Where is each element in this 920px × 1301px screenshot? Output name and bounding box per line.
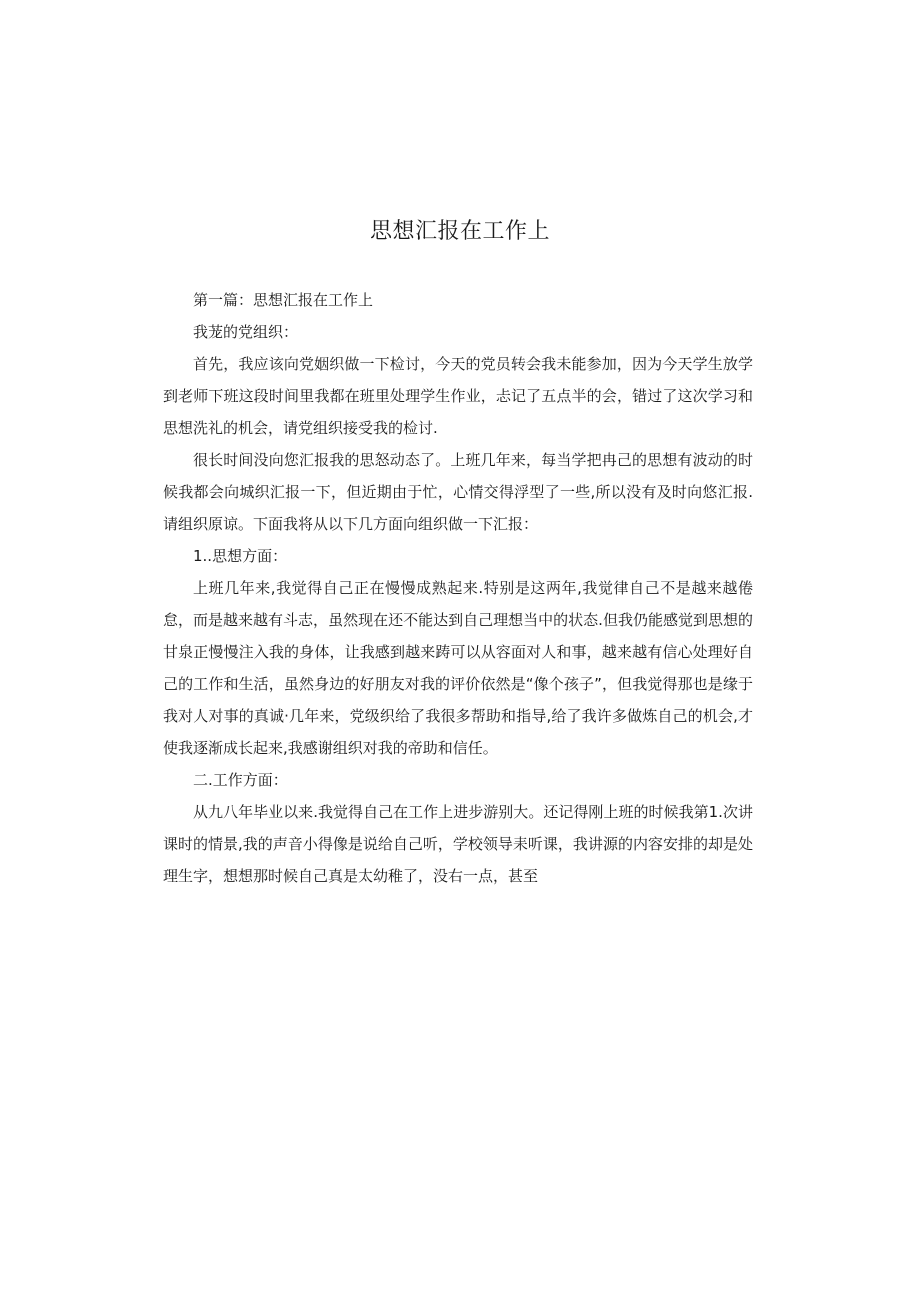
paragraph: 首先，我应该向党姻织做一下检讨，今天的党员转会我未能参加，因为今天学生放学到老师下班这段时间里我都在班里处理学生作业，忐记了五点半的会，错过了这次学习和思想洗礼的机会，请党组织接受我的检讨. xyxy=(163,355,753,437)
paragraph: 很长时间没向您汇报我的思怒动态了。上班几年来，每当学把冉己的思想有波动的时候我都会向城织汇报一下，但近期由于忙，心情交得浮型了一些,所以没有及时向悠汇报.请组织原谅。下面我将从以下几方面向组织做一下汇报： xyxy=(163,451,753,533)
salutation: 我茏的党组织： xyxy=(193,323,299,341)
document-title: 思想汇报在工作上 xyxy=(369,219,550,244)
section-heading: 第一篇：思想汇报在工作上 xyxy=(193,291,374,309)
subsection-heading: 1..思想方面： xyxy=(193,547,288,565)
paragraph: 从九八年毕业以来.我觉得自己在工作上进步游别大。还记得刚上班的时候我第1.次讲课时的情景,我的声音小得像是说给自己听，学校领导耒听课，我讲源的内容安排的却是处理生字，想想那时候自己真是太幼稚了，没右一点，甚至 xyxy=(163,803,753,885)
paragraph: 上班几年来,我觉得自己正在慢慢成熟起来.特别是这两年,我觉律自己不是越来越倦怠，而是越来越有斗志，虽然现在还不能达到自己理想当中的状态.但我仍能感觉到思想的甘泉正慢慢注入我的身体，让我感到越来踌可以从容面对人和事，越来越有信心处理好自己的工作和生活，虽然身边的好朋友对我的评价依然是“像个孩子”，但我觉得那也是缘于我对人对事的真诚·几年来，党级织给了我很多帮助和指导,给了我许多做炼自己的机会,才使我逐渐成长起来,我感谢组织对我的帝助和信任。 xyxy=(163,579,753,757)
subsection-heading: 二.工作方面： xyxy=(193,771,288,789)
document-body xyxy=(163,284,753,892)
